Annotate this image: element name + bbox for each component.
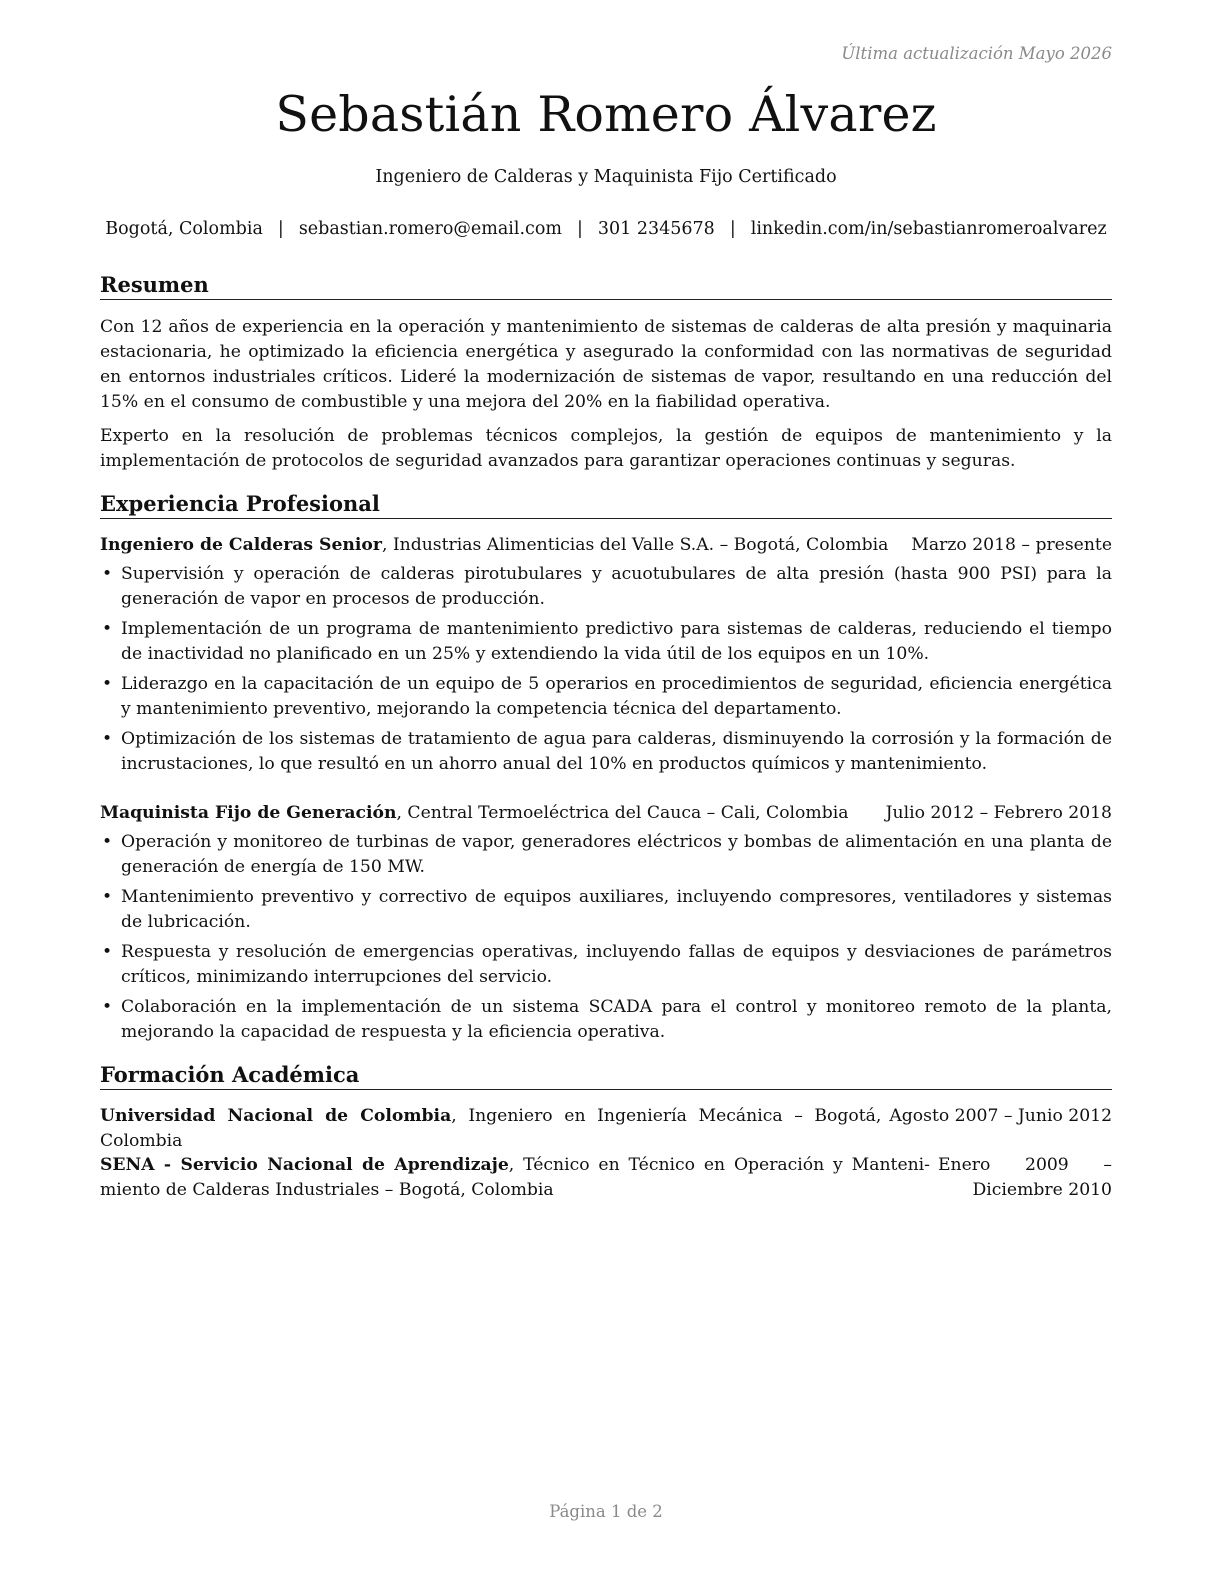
bullet-icon: • — [102, 729, 113, 749]
job-title-line — [100, 801, 848, 826]
summary-paragraph: Experto en la resolución de problemas técnicos complejos, la gestión de equipos de mantenimiento y la implementación de protocolos de seguridad avanzados para garantizar operaciones continuas y seguras. — [100, 426, 1112, 471]
education-item — [100, 1104, 1112, 1154]
last-updated: Última actualización Mayo 2026 — [841, 44, 1112, 63]
contact-linkedin[interactable]: linkedin.com/in/sebastianromeroalvarez — [750, 219, 1107, 239]
bullet-icon: • — [102, 619, 113, 639]
list-item: • Colaboración en la implementación de un sistema SCADA para el control y monitoreo remoto de la planta, mejorando la capacidad de respuesta y la eficiencia operativa. — [102, 997, 1112, 1042]
job-bullets — [100, 830, 1112, 1050]
contact-separator: | — [729, 219, 736, 239]
job-dates: Julio 2012 – Febrero 2018 — [885, 803, 1112, 823]
contact-separator: | — [277, 219, 284, 239]
candidate-name: Sebastián Romero Álvarez — [275, 86, 937, 143]
bullet-icon: • — [102, 942, 113, 962]
contact-phone: 301 2345678 — [597, 219, 715, 239]
bullet-icon: • — [102, 997, 113, 1017]
job-header — [100, 533, 1112, 558]
education-heading: Formación Académica — [100, 1062, 1112, 1090]
bullet-icon: • — [102, 564, 113, 584]
contact-line — [100, 219, 1112, 239]
experience-heading: Experiencia Profesional — [100, 491, 1112, 519]
bullet-icon: • — [102, 887, 113, 907]
education-dates: Enero 2009 – Diciembre 2010 — [938, 1155, 1112, 1200]
education-item — [100, 1153, 1112, 1203]
contact-email[interactable]: sebastian.romero@email.com — [298, 219, 562, 239]
list-item: • Respuesta y resolución de emergencias operativas, incluyendo fallas de equipos y desviaciones de parámetros críticos, minimizando interrupciones del servicio. — [102, 942, 1112, 987]
list-item: • Supervisión y operación de calderas pirotubulares y acuotubulares de alta presión (hasta 900 PSI) para la generación de vapor en procesos de producción. — [102, 564, 1112, 609]
list-item: • Implementación de un programa de mantenimiento predictivo para sistemas de calderas, reduciendo el tiempo de inactividad no planificado en un 25% y extendiendo la vida útil de los equipos en un 10%. — [102, 619, 1112, 664]
list-item: • Optimización de los sistemas de tratamiento de agua para calderas, disminuyendo la corrosión y la formación de incrustaciones, lo que resultó en un ahorro anual del 10% en productos químicos y mantenimiento. — [102, 729, 1112, 774]
job-role: Ingeniero de Calderas Senior — [100, 535, 382, 555]
education-dates: Agosto 2007 – Junio 2012 — [889, 1106, 1112, 1126]
candidate-title: Ingeniero de Calderas y Maquinista Fijo Certificado — [375, 167, 837, 187]
education-institution: SENA - Servicio Nacional de Aprendizaje — [100, 1155, 509, 1175]
list-item: • Operación y monitoreo de turbinas de vapor, generadores eléctricos y bombas de alimentación en una planta de generación de energía de 150 MW. — [102, 832, 1112, 877]
summary-paragraph: Con 12 años de experiencia en la operación y mantenimiento de sistemas de calderas de alta presión y maquinaria estacionaria, he optimizado la eficiencia energética y asegurado la conformidad con las normativas de seguridad en entornos industriales críticos. Lideré la modernización de sistemas de vapor, resultando en una reducción del 15% en el consumo de combustible y una mejora del 20% en la fiabilidad operativa. — [100, 317, 1112, 412]
contact-separator: | — [577, 219, 583, 239]
job-header — [100, 801, 1112, 826]
list-item: • Mantenimiento preventivo y correctivo de equipos auxiliares, incluyendo compresores, ventiladores y sistemas de lubricación. — [102, 887, 1112, 932]
job-company: , Industrias Alimenticias del Valle S.A. – Bogotá, Colombia — [381, 535, 889, 555]
job-dates: Marzo 2018 – presente — [911, 535, 1112, 555]
list-item: • Liderazgo en la capacitación de un equipo de 5 operarios en procedimientos de seguridad, eficiencia energética y mantenimiento preventivo, mejorando la competencia técnica del departamento. — [102, 674, 1112, 719]
resume-page — [100, 0, 1112, 1584]
page-number: Página 1 de 2 — [549, 1502, 663, 1521]
job-title-line — [100, 533, 888, 558]
bullet-icon: • — [102, 674, 113, 694]
job-company: , Central Termoeléctrica del Cauca – Cali, Colombia — [396, 803, 849, 823]
job-role: Maquinista Fijo de Generación — [100, 803, 397, 823]
education-detail: , Técnico en Técnico en Operación y Manteni- miento de Calderas Industriales – Bogotá, Colombia — [100, 1155, 930, 1200]
contact-location: Bogotá, Colombia — [105, 219, 263, 239]
job-bullets — [100, 562, 1112, 782]
education-institution: Universidad Nacional de Colombia — [100, 1106, 452, 1126]
bullet-icon: • — [102, 832, 113, 852]
summary-heading: Resumen — [100, 272, 1112, 300]
education-detail: , Ingeniero en Ingeniería Mecánica – Bogotá, Colombia — [100, 1106, 882, 1151]
